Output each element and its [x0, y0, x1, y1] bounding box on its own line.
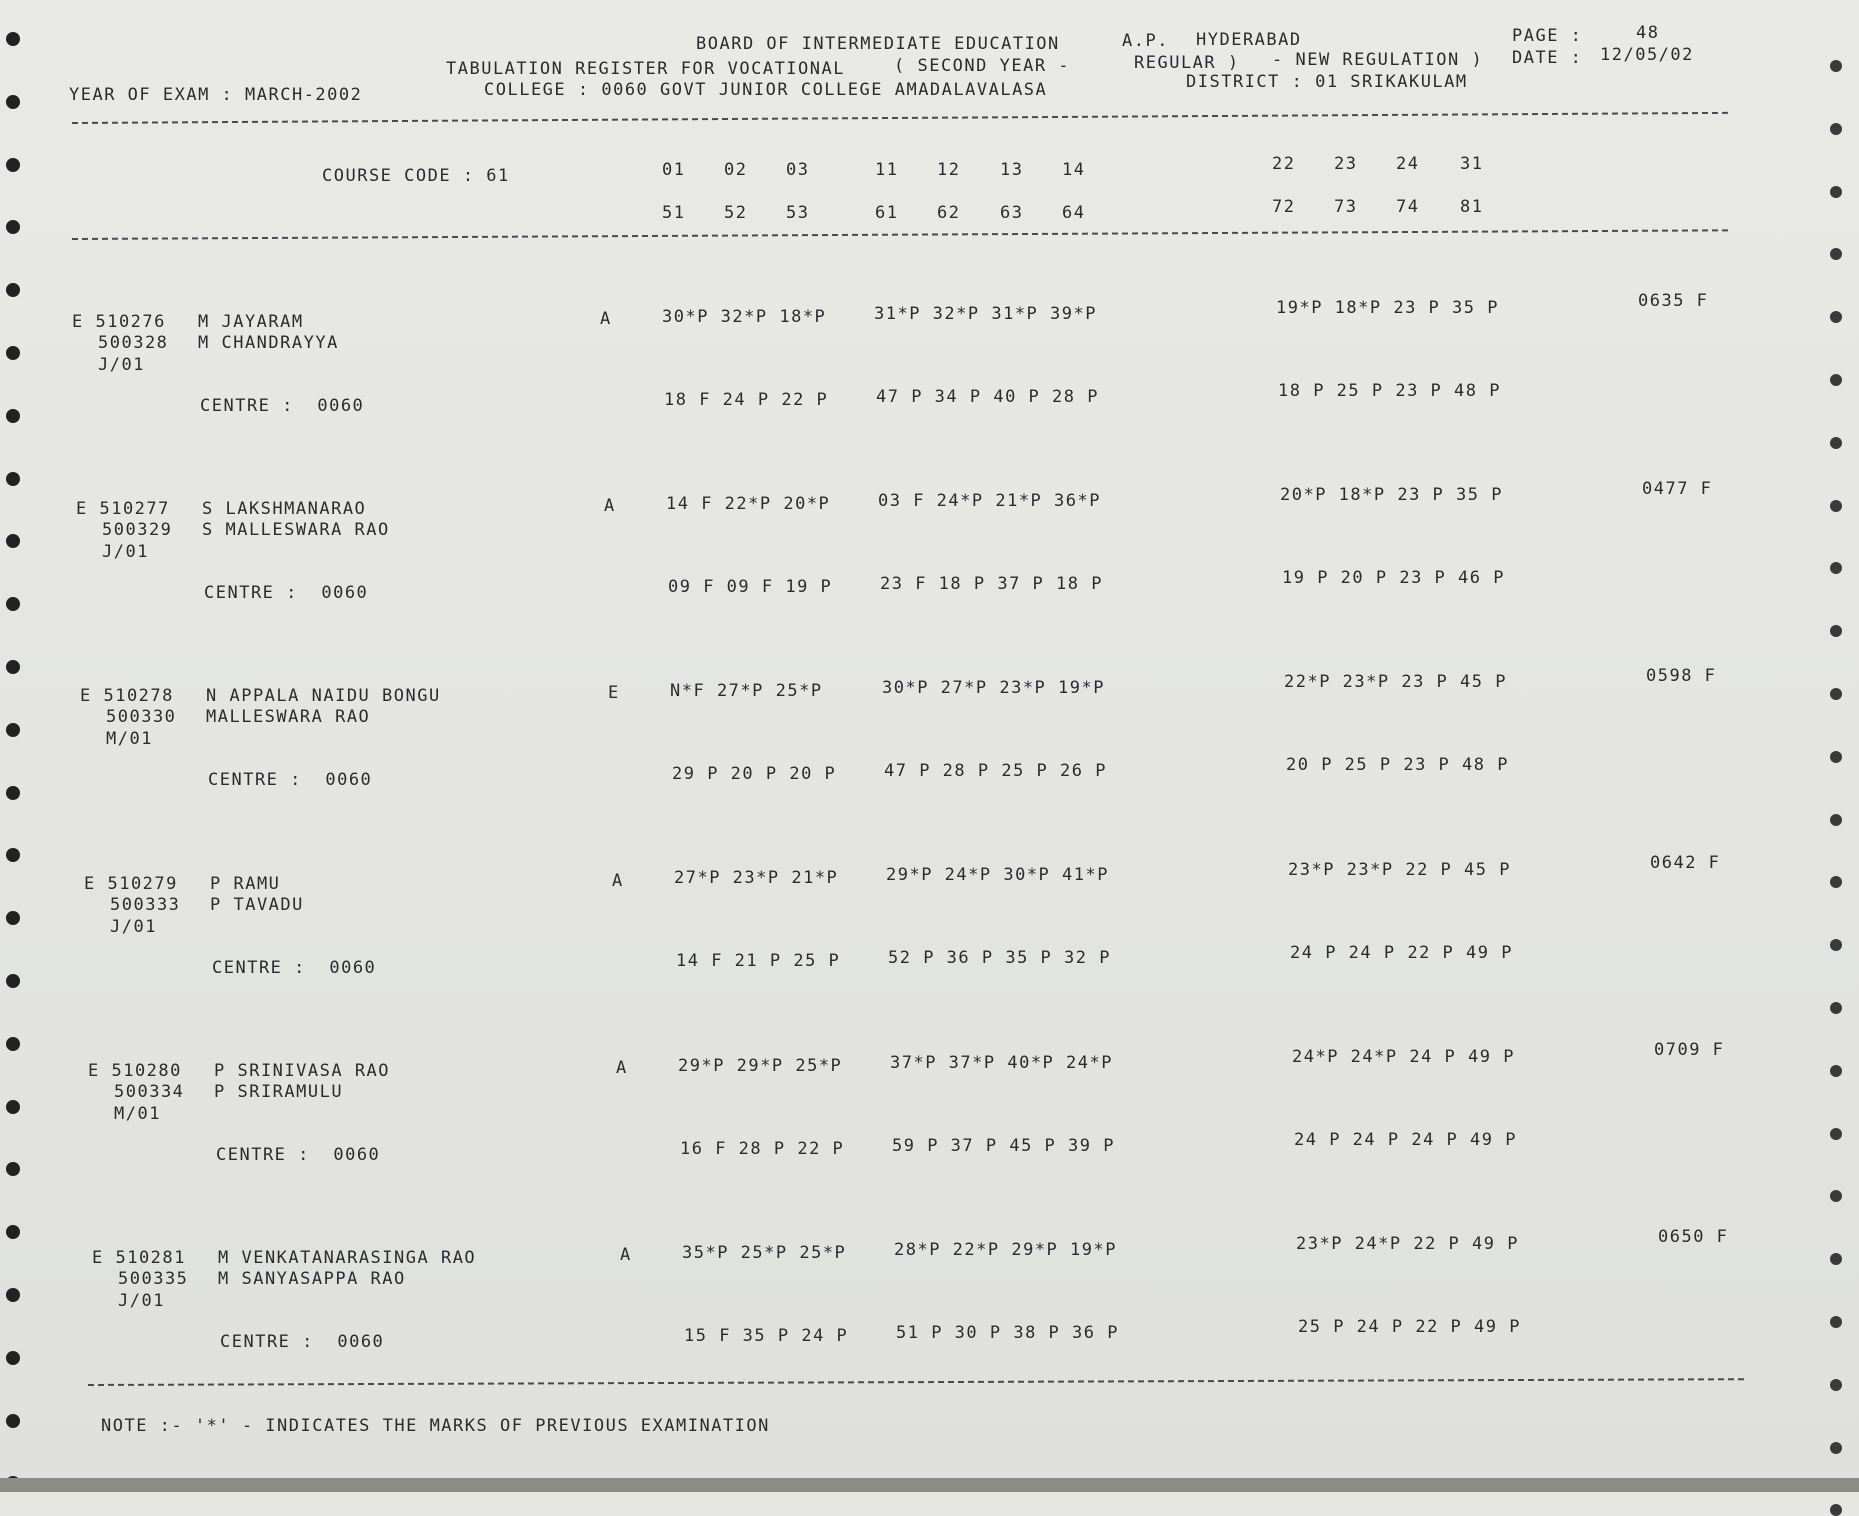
student-ref: 500330	[106, 707, 177, 728]
course-code-bottom: 51	[662, 203, 686, 223]
student-name: P SRINIVASA RAO	[214, 1060, 391, 1081]
student-roll: E 510279	[84, 873, 178, 894]
student-h3: 19 P 20 P 23 P 46 P	[1282, 568, 1505, 589]
student-h2: 51 P 30 P 38 P 36 P	[896, 1322, 1119, 1343]
student-g2: 28*P 22*P 29*P 19*P	[894, 1239, 1117, 1260]
regulation-label: - NEW REGULATION )	[1272, 50, 1484, 70]
student-centre: CENTRE : 0060	[216, 1144, 381, 1165]
student-total: 0650 F	[1658, 1227, 1729, 1248]
course-code-bottom: 63	[1000, 203, 1024, 223]
student-cat: M/01	[114, 1103, 161, 1124]
student-h3: 25 P 24 P 22 P 49 P	[1298, 1316, 1521, 1337]
tractor-hole	[6, 346, 20, 360]
city-label: HYDERABAD	[1196, 30, 1302, 50]
tractor-hole	[1830, 1128, 1842, 1140]
student-name: N APPALA NAIDU BONGU	[206, 686, 441, 707]
student-h3: 24 P 24 P 22 P 49 P	[1290, 942, 1513, 963]
course-code-top: 13	[1000, 160, 1024, 180]
student-ref: 500333	[110, 894, 181, 915]
page-label: PAGE :	[1512, 26, 1583, 46]
student-total: 0709 F	[1654, 1040, 1725, 1061]
student-father: P TAVADU	[210, 894, 304, 915]
tractor-hole	[1830, 625, 1842, 637]
tractor-hole	[6, 220, 20, 234]
student-name: P RAMU	[210, 873, 281, 894]
student-h3: 18 P 25 P 23 P 48 P	[1278, 380, 1501, 401]
student-g2: 29*P 24*P 30*P 41*P	[886, 865, 1109, 886]
year-label: ( SECOND YEAR -	[894, 56, 1071, 76]
footnote: NOTE :- '*' - INDICATES THE MARKS OF PREVIOUS EXAMINATION	[101, 1416, 770, 1436]
tractor-hole	[1830, 311, 1842, 323]
course-code-bottom: 74	[1396, 197, 1420, 217]
state-label: A.P.	[1122, 31, 1169, 51]
tractor-hole	[1830, 500, 1842, 512]
tractor-hole	[1830, 123, 1842, 135]
student-father: M SANYASAPPA RAO	[218, 1269, 406, 1289]
tractor-hole	[6, 1225, 20, 1239]
student-cat: J/01	[102, 542, 149, 563]
tractor-hole	[6, 974, 20, 988]
student-h1: 14 F 21 P 25 P	[676, 951, 841, 972]
student-father: MALLESWARA RAO	[206, 707, 371, 728]
tractor-hole	[1830, 688, 1842, 700]
tractor-hole	[6, 786, 20, 800]
tractor-hole	[1830, 374, 1842, 386]
tractor-hole	[6, 1162, 20, 1176]
course-code-top: 02	[724, 160, 748, 180]
student-father: P SRIRAMULU	[214, 1081, 344, 1102]
date-label: DATE :	[1512, 48, 1583, 68]
student-medium: A	[616, 1057, 628, 1078]
tractor-hole	[6, 158, 20, 172]
college-line: COLLEGE : 0060 GOVT JUNIOR COLLEGE AMADALAVALASA	[484, 80, 1048, 100]
student-roll: E 510278	[80, 686, 174, 707]
tractor-hole	[6, 660, 20, 674]
student-h1: 29 P 20 P 20 P	[672, 764, 837, 785]
student-roll: E 510276	[72, 312, 166, 332]
paper-bottom-edge	[0, 1478, 1859, 1492]
course-code-top: 24	[1396, 154, 1420, 174]
student-g1: 29*P 29*P 25*P	[678, 1055, 843, 1076]
course-code-top: 14	[1062, 160, 1086, 180]
student-g1: N*F 27*P 25*P	[670, 681, 823, 702]
student-h2: 52 P 36 P 35 P 32 P	[888, 948, 1111, 969]
student-g2: 37*P 37*P 40*P 24*P	[890, 1052, 1113, 1073]
course-code-bottom: 52	[724, 203, 748, 223]
tractor-hole	[1830, 1190, 1842, 1202]
student-ref: 500328	[98, 333, 169, 353]
left-tractor-holes	[0, 0, 30, 1492]
course-code-top: 01	[662, 160, 686, 180]
course-code-bottom: 64	[1062, 203, 1086, 223]
student-total: 0477 F	[1642, 478, 1713, 499]
district-line: DISTRICT : 01 SRIKAKULAM	[1186, 72, 1468, 92]
tractor-hole	[1830, 1442, 1842, 1454]
student-g2: 31*P 32*P 31*P 39*P	[874, 303, 1097, 324]
student-g3: 19*P 18*P 23 P 35 P	[1276, 297, 1499, 318]
right-tractor-holes	[1822, 0, 1852, 1492]
student-roll: E 510277	[76, 499, 170, 520]
tractor-hole	[1830, 562, 1842, 574]
course-code-bottom: 73	[1334, 197, 1358, 217]
student-g2: 30*P 27*P 23*P 19*P	[882, 678, 1105, 699]
student-centre: CENTRE : 0060	[204, 583, 369, 604]
tractor-hole	[6, 32, 20, 46]
tractor-hole	[6, 409, 20, 423]
tractor-hole	[1830, 60, 1842, 72]
student-g3: 23*P 23*P 22 P 45 P	[1288, 859, 1511, 880]
tractor-hole	[1830, 1504, 1842, 1516]
student-h1: 09 F 09 F 19 P	[668, 576, 833, 597]
course-code-bottom: 81	[1460, 197, 1484, 217]
course-code-bottom: 62	[937, 203, 961, 223]
student-h2: 47 P 28 P 25 P 26 P	[884, 761, 1107, 782]
course-code-top: 12	[937, 160, 961, 180]
tractor-hole	[6, 1288, 20, 1302]
tractor-hole	[6, 95, 20, 109]
student-roll: E 510280	[88, 1060, 182, 1081]
tractor-hole	[6, 597, 20, 611]
tractor-hole	[1830, 1253, 1842, 1265]
student-h1: 16 F 28 P 22 P	[680, 1138, 845, 1159]
course-code-top: 22	[1272, 154, 1296, 174]
tractor-hole	[6, 848, 20, 862]
student-roll: E 510281	[92, 1248, 186, 1268]
student-father: S MALLESWARA RAO	[202, 520, 390, 541]
student-h3: 24 P 24 P 24 P 49 P	[1294, 1129, 1517, 1150]
student-total: 0642 F	[1650, 852, 1721, 873]
student-name: M VENKATANARASINGA RAO	[218, 1248, 477, 1268]
tractor-hole	[1830, 1379, 1842, 1391]
student-h2: 23 F 18 P 37 P 18 P	[880, 573, 1103, 594]
student-g3: 22*P 23*P 23 P 45 P	[1284, 672, 1507, 693]
register-title: TABULATION REGISTER FOR VOCATIONAL	[446, 59, 845, 79]
tractor-hole	[1830, 814, 1842, 826]
student-h1: 15 F 35 P 24 P	[684, 1325, 849, 1346]
tractor-hole	[6, 1351, 20, 1365]
student-g3: 20*P 18*P 23 P 35 P	[1280, 485, 1503, 506]
tractor-hole	[6, 283, 20, 297]
student-g1: 35*P 25*P 25*P	[682, 1242, 847, 1263]
student-medium: A	[620, 1245, 632, 1265]
course-code-top: 03	[786, 160, 810, 180]
student-centre: CENTRE : 0060	[200, 396, 365, 416]
student-medium: A	[612, 870, 624, 891]
student-medium: A	[600, 309, 612, 329]
course-code-label: COURSE CODE : 61	[322, 166, 510, 186]
student-ref: 500334	[114, 1081, 185, 1102]
student-ref: 500335	[118, 1269, 189, 1289]
student-g3: 23*P 24*P 22 P 49 P	[1296, 1233, 1519, 1254]
student-cat: J/01	[98, 355, 145, 375]
student-cat: J/01	[118, 1291, 165, 1311]
page-number: 48	[1636, 23, 1660, 43]
student-cat: M/01	[106, 729, 153, 750]
student-h1: 18 F 24 P 22 P	[664, 389, 829, 410]
student-centre: CENTRE : 0060	[212, 957, 377, 978]
student-g1: 27*P 23*P 21*P	[674, 868, 839, 889]
student-total: 0598 F	[1646, 665, 1717, 686]
column-header-divider	[72, 229, 1728, 240]
tractor-hole	[6, 723, 20, 737]
board-title: BOARD OF INTERMEDIATE EDUCATION	[696, 34, 1060, 54]
student-g1: 14 F 22*P 20*P	[666, 493, 831, 514]
student-father: M CHANDRAYYA	[198, 333, 339, 353]
tractor-hole	[1830, 186, 1842, 198]
tractor-hole	[6, 1100, 20, 1114]
date-value: 12/05/02	[1600, 45, 1694, 65]
student-centre: CENTRE : 0060	[220, 1332, 385, 1352]
student-total: 0635 F	[1638, 291, 1709, 312]
tractor-hole	[1830, 1316, 1842, 1328]
tractor-hole	[1830, 248, 1842, 260]
course-code-bottom: 61	[875, 203, 899, 223]
tractor-hole	[1830, 751, 1842, 763]
course-code-top: 11	[875, 160, 899, 180]
tractor-hole	[6, 1414, 20, 1428]
tractor-hole	[1830, 1065, 1842, 1077]
course-code-top: 31	[1460, 154, 1484, 174]
header-divider	[72, 112, 1728, 124]
exam-year: YEAR OF EXAM : MARCH-2002	[69, 85, 363, 105]
course-code-top: 23	[1334, 154, 1358, 174]
student-name: M JAYARAM	[198, 312, 304, 332]
footer-divider	[88, 1378, 1744, 1386]
student-centre: CENTRE : 0060	[208, 770, 373, 791]
tractor-hole	[1830, 876, 1842, 888]
tractor-hole	[1830, 939, 1842, 951]
student-ref: 500329	[102, 520, 173, 541]
student-name: S LAKSHMANARAO	[202, 499, 367, 520]
tractor-hole	[1830, 1002, 1842, 1014]
tractor-hole	[6, 1037, 20, 1051]
tractor-hole	[1830, 437, 1842, 449]
student-medium: A	[604, 496, 616, 517]
student-g1: 30*P 32*P 18*P	[662, 306, 827, 327]
student-cat: J/01	[110, 916, 157, 937]
student-h2: 59 P 37 P 45 P 39 P	[892, 1135, 1115, 1156]
tractor-hole	[6, 534, 20, 548]
course-code-bottom: 72	[1272, 197, 1296, 217]
tractor-hole	[6, 472, 20, 486]
student-g2: 03 F 24*P 21*P 36*P	[878, 490, 1101, 511]
student-medium: E	[608, 683, 620, 704]
student-h3: 20 P 25 P 23 P 48 P	[1286, 755, 1509, 776]
regular-label: REGULAR )	[1134, 53, 1240, 73]
student-g3: 24*P 24*P 24 P 49 P	[1292, 1046, 1515, 1067]
student-h2: 47 P 34 P 40 P 28 P	[876, 386, 1099, 407]
tractor-hole	[6, 911, 20, 925]
course-code-bottom: 53	[786, 203, 810, 223]
